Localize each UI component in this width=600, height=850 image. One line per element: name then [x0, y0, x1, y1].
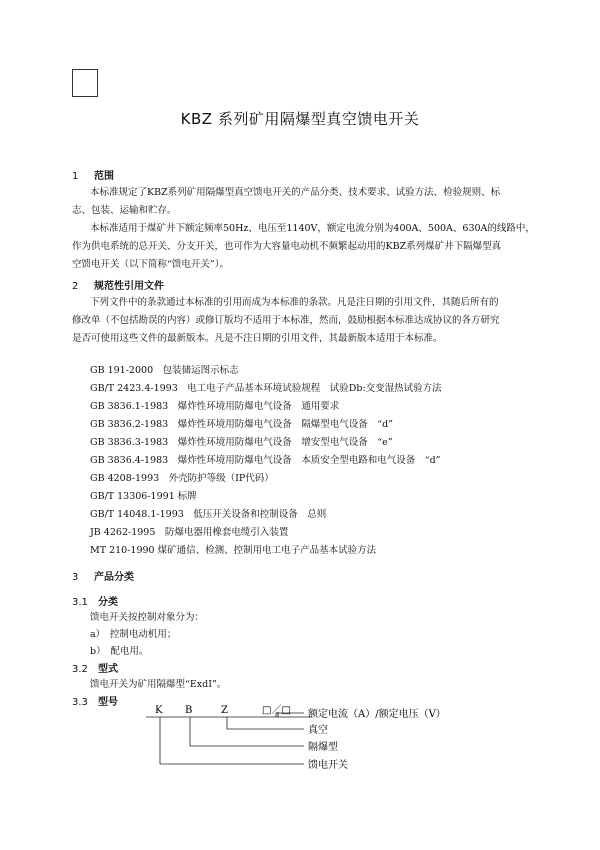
- subsection-number: 3.1: [72, 597, 88, 608]
- section-title: 范围: [94, 171, 114, 182]
- subsection-number: 3.2: [72, 664, 88, 675]
- reference-item: MT 210-1990 煤矿通信、检测、控制用电工电子产品基本试验方法: [90, 545, 377, 556]
- list-item: b） 配电用。: [90, 646, 149, 657]
- text-line: 本标准规定了KBZ系列矿用隔爆型真空馈电开关的产品分类、技术要求、试验方法、检验规则、标: [90, 187, 501, 198]
- model-letter: K: [155, 705, 163, 716]
- reference-item: GB/T 14048.1-1993 低压开关设备和控制设备 总则: [90, 509, 327, 520]
- model-letter: Z: [221, 705, 228, 716]
- subsection-title: 分类: [98, 597, 118, 608]
- section-title: 规范性引用文件: [94, 281, 164, 292]
- reference-item: GB 191-2000 包装储运图示标志: [90, 365, 239, 376]
- section-number: 3: [72, 572, 79, 583]
- text-line: 下列文件中的条款通过本标准的引用而成为本标准的条款。凡是注日期的引用文件，其随后所有的: [90, 297, 499, 308]
- model-label: 额定电流（A）/额定电压（V）: [308, 709, 446, 720]
- subsection-title: 型式: [98, 664, 118, 675]
- reference-item: GB/T 13306-1991 标牌: [90, 491, 197, 502]
- model-label: 真空: [308, 725, 328, 736]
- text-line: 本标准适用于煤矿井下额定频率50Hz、电压至1140V，额定电流分别为400A、500A、630A的线路中，: [90, 223, 535, 234]
- section-number: 1: [72, 171, 79, 182]
- reference-item: GB/T 2423.4-1993 电工电子产品基本环境试验规程 试验Db:交变湿热试验方法: [90, 383, 442, 394]
- model-letter: B: [185, 705, 193, 716]
- list-item: a） 控制电动机用；: [90, 629, 177, 640]
- subsection-number: 3.3: [72, 697, 88, 708]
- text-line: 修改单（不包括勘误的内容）或修订版均不适用于本标准，然而，鼓励根据本标准达成协议的各方研究: [72, 315, 500, 326]
- section-title: 产品分类: [94, 572, 134, 583]
- model-label: 隔爆型: [308, 742, 338, 753]
- reference-item: GB 4208-1993 外壳防护等级（IP代码）: [90, 473, 274, 484]
- text-line: 馈电开关为矿用隔爆型“ExdⅠ”。: [90, 679, 227, 690]
- text-line: 志、包装、运输和贮存。: [72, 205, 177, 216]
- reference-item: GB 3836.4-1983 爆炸性环境用防爆电气设备 本质安全型电路和电气设备 “d”: [90, 455, 441, 466]
- subsection-title: 型号: [98, 697, 118, 708]
- text-line: 空馈电开关（以下简称“馈电开关”）。: [72, 259, 229, 270]
- reference-item: GB 3836.2-1983 爆炸性环境用防爆电气设备 隔爆型电气设备 “d”: [90, 419, 394, 430]
- reference-item: JB 4262-1995 防爆电器用橡套电缆引入装置: [90, 527, 289, 538]
- document-title: KBZ 系列矿用隔爆型真空馈电开关: [180, 110, 420, 128]
- reference-item: GB 3836.1-1983 爆炸性环境用防爆电气设备 通用要求: [90, 401, 340, 412]
- reference-item: GB 3836.3-1983 爆炸性环境用防爆电气设备 增安型电气设备 “e”: [90, 437, 393, 448]
- model-letter: □／□: [262, 705, 291, 716]
- text-line: 作为供电系统的总开关、分支开关，也可作为大容量电动机不频繁起动用的KBZ系列煤矿井下隔爆型真: [72, 241, 502, 252]
- section-number: 2: [72, 281, 79, 292]
- text-line: 是否可使用这些文件的最新版本。凡是不注日期的引用文件，其最新版本适用于本标准。: [72, 333, 443, 344]
- model-label: 馈电开关: [308, 760, 348, 771]
- text-line: 馈电开关按控制对象分为：: [90, 612, 205, 623]
